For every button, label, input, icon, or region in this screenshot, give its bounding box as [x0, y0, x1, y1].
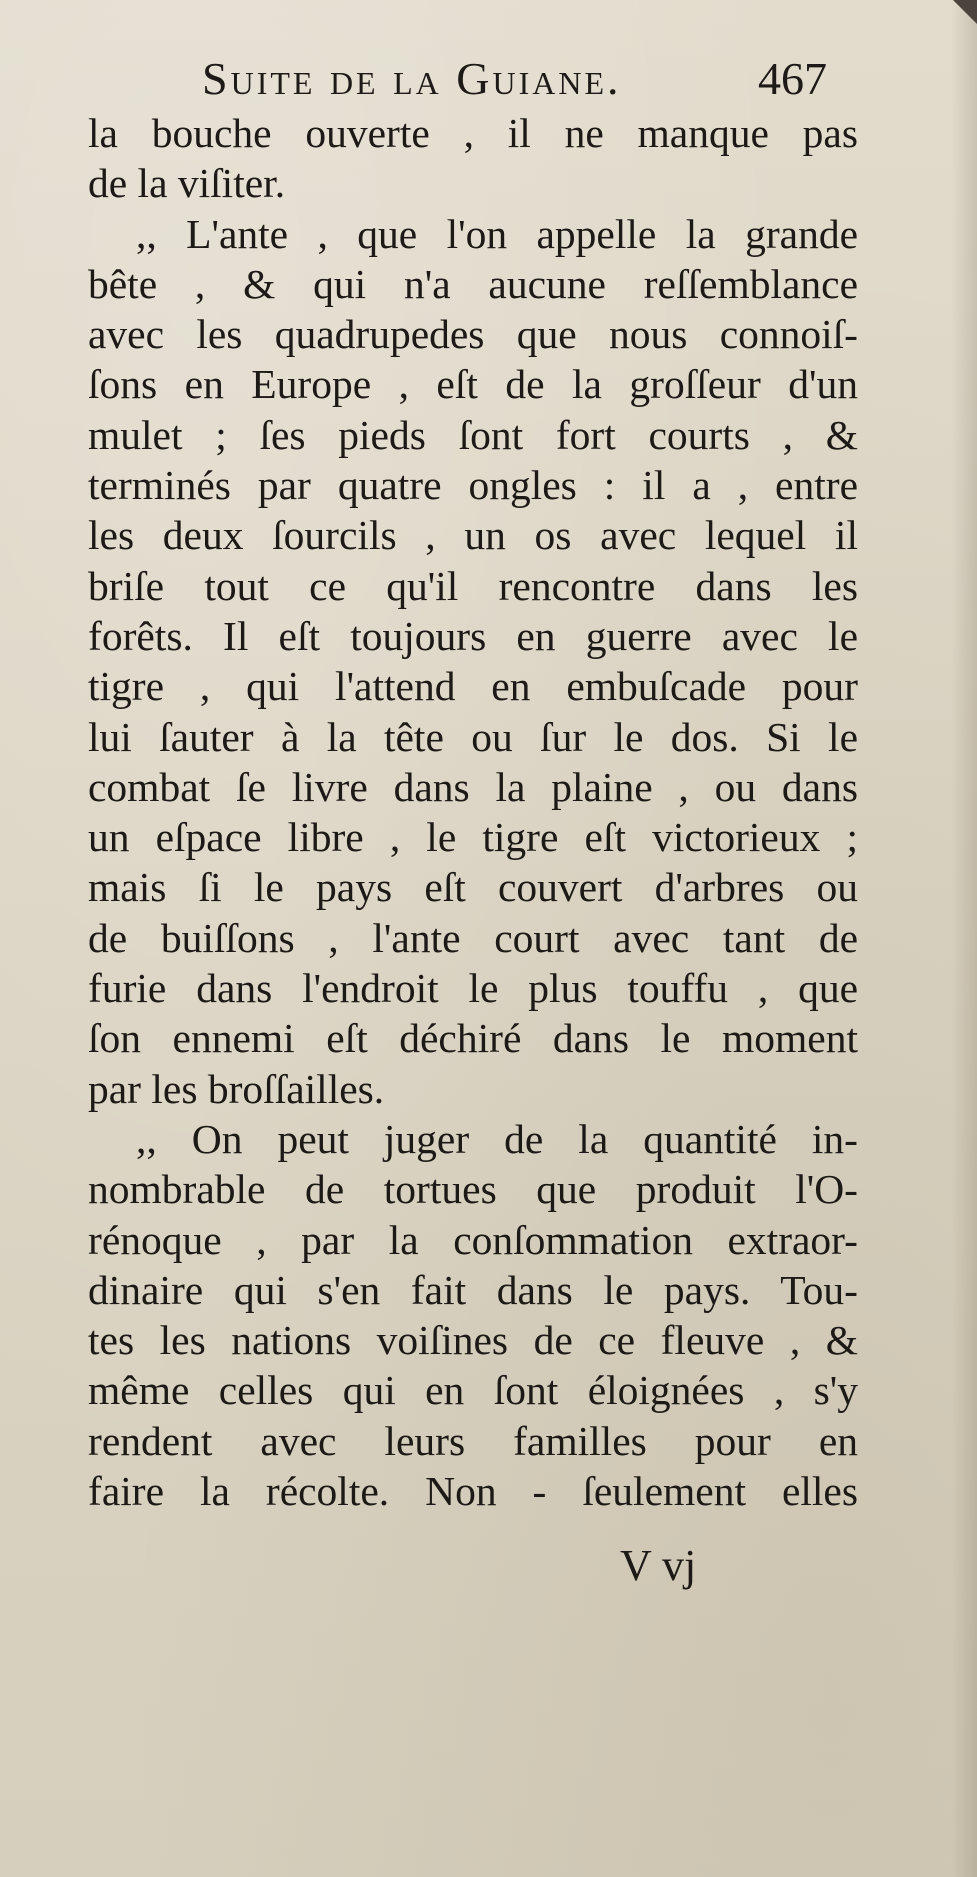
text-line: combat ſe livre dans la plaine , ou dans	[88, 763, 858, 810]
text-line: ,, L'ante , que l'on appelle la grande	[136, 210, 858, 257]
text-line: ,, On peut juger de la quantité in-	[136, 1115, 858, 1162]
page-number: 467	[758, 53, 827, 104]
text-line: furie dans l'endroit le plus touffu , que	[88, 965, 858, 1012]
text-line: un eſpace libre , le tigre eſt victorieux ;	[88, 814, 858, 861]
page-edge-shadow	[951, 0, 977, 1877]
text-line: rénoque , par la conſommation extraor-	[88, 1216, 858, 1263]
text-line: mais ſi le pays eſt couvert d'arbres ou	[88, 864, 858, 911]
text-line: nombrable de tortues que produit l'O-	[88, 1166, 858, 1213]
text-line: la bouche ouverte , il ne manque pas	[88, 110, 858, 156]
running-title: Suite de la Guiane.	[202, 53, 622, 104]
text-line: par les broſſailles.	[88, 1065, 385, 1112]
text-line: avec les quadrupedes que nous connoiſ-	[88, 311, 858, 358]
signature-mark: V vj	[620, 1541, 697, 1590]
body-text	[88, 108, 858, 1516]
text-line: forêts. Il eſt toujours en guerre avec le	[88, 612, 858, 659]
text-line: ſon ennemi eſt déchiré dans le moment	[88, 1015, 858, 1062]
text-line: faire la récolte. Non - ſeulement elles	[88, 1468, 858, 1515]
page-header	[90, 52, 890, 112]
text-line: bête , & qui n'a aucune reſſemblance	[88, 260, 858, 307]
text-line: rendent avec leurs familles pour en	[88, 1417, 858, 1464]
text-line: de buiſſons , l'ante court avec tant de	[88, 914, 858, 961]
text-line: terminés par quatre ongles : il a , entre	[88, 462, 858, 509]
page-corner	[953, 0, 977, 24]
text-line: dinaire qui s'en fait dans le pays. Tou-	[88, 1266, 858, 1313]
text-line: même celles qui en ſont éloignées , s'y	[88, 1367, 858, 1414]
text-line: tes les nations voiſines de ce fleuve , &	[88, 1317, 858, 1364]
text-line: tigre , qui l'attend en embuſcade pour	[88, 663, 858, 710]
text-line: de la viſiter.	[88, 160, 286, 207]
text-line: ſons en Europe , eſt de la groſſeur d'un	[88, 361, 858, 408]
text-line: briſe tout ce qu'il rencontre dans les	[88, 562, 858, 609]
text-line: les deux ſourcils , un os avec lequel il	[88, 512, 858, 559]
text-line: lui ſauter à la tête ou ſur le dos. Si le	[88, 713, 858, 760]
text-line: mulet ; ſes pieds ſont fort courts , &	[88, 411, 858, 458]
